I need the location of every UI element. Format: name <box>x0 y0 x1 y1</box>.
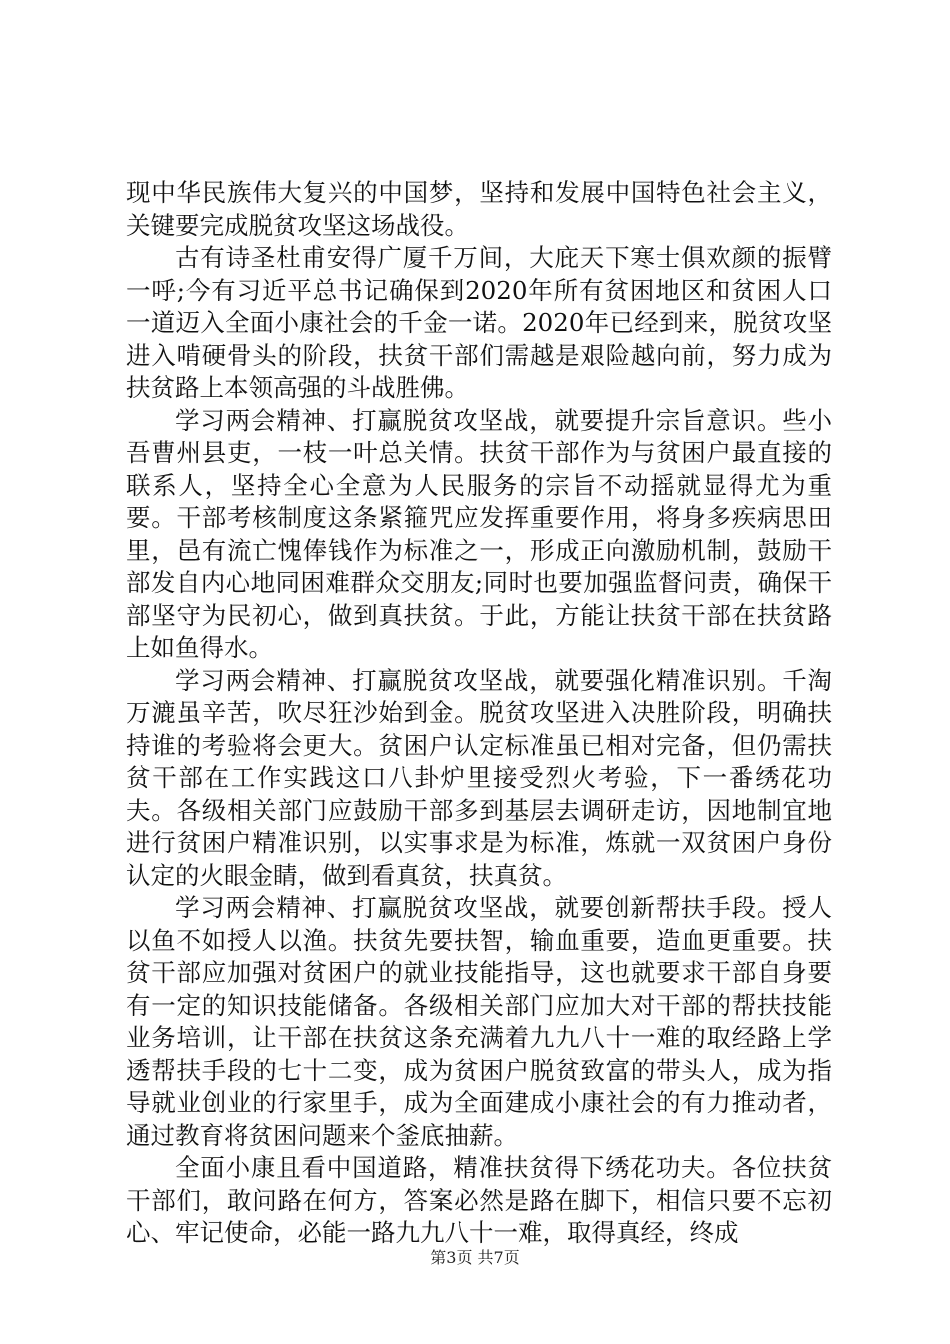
paragraph-innovative-assistance: 学习两会精神、打赢脱贫攻坚战，就要创新帮扶手段。授人以鱼不如授人以渔。扶贫先要扶智，输血重要，造血更重要。扶贫干部应加强对贫困户的就业技能指导，这也就要求干部自身要有一定的知识技能储备。各级相关部门应加大对干部的帮扶技能业务培训，让干部在扶贫这条充满着九九八十一难的取经路上学透帮扶手段的七十二变，成为贫困户脱贫致富的带头人，成为指导就业创业的行家里手，成为全面建成小康社会的有力推动者，通过教育将贫困问题来个釜底抽薪。 <box>126 893 832 1150</box>
paragraph-continuation: 现中华民族伟大复兴的中国梦，坚持和发展中国特色社会主义，关键要完成脱贫攻坚这场战役。 <box>126 178 832 240</box>
paragraph-conclusion: 全面小康且看中国道路，精准扶贫得下绣花功夫。各位扶贫干部们，敢问路在何方，答案必然是路在脚下，相信只要不忘初心、牢记使命，必能一路九九八十一难，取得真经，终成 <box>126 1153 832 1247</box>
page-number-footer: 第3页 共7页 <box>430 1248 520 1267</box>
paragraph-purpose-awareness: 学习两会精神、打赢脱贫攻坚战，就要提升宗旨意识。些小吾曹州县吏，一枝一叶总关情。扶贫干部作为与贫困户最直接的联系人，坚持全心全意为人民服务的宗旨不动摇就显得尤为重要。干部考核制度这条紧箍咒应发挥重要作用，将身多疾病思田里，邑有流亡愧俸钱作为标准之一，形成正向激励机制，鼓励干部发自内心地同困难群众交朋友;同时也要加强监督问责，确保干部坚守为民初心，做到真扶贫。于此，方能让扶贫干部在扶贫路上如鱼得水。 <box>126 405 832 662</box>
paragraph-poet-quote: 古有诗圣杜甫安得广厦千万间，大庇天下寒士俱欢颜的振臂一呼;今有习近平总书记确保到2020年所有贫困地区和贫困人口一道迈入全面小康社会的千金一诺。2020年已经到来，脱贫攻坚进入啃硬骨头的阶段，扶贫干部们需越是艰险越向前，努力成为扶贫路上本领高强的斗战胜佛。 <box>126 243 832 402</box>
document-body <box>126 177 832 1250</box>
paragraph-precise-identification: 学习两会精神、打赢脱贫攻坚战，就要强化精准识别。千淘万漉虽辛苦，吹尽狂沙始到金。脱贫攻坚进入决胜阶段，明确扶持谁的考验将会更大。贫困户认定标准虽已相对完备，但仍需扶贫干部在工作实践这口八卦炉里接受烈火考验，下一番绣花功夫。各级相关部门应鼓励干部多到基层去调研走访，因地制宜地进行贫困户精准识别，以实事求是为标准，炼就一双贫困户身份认定的火眼金睛，做到看真贫，扶真贫。 <box>126 665 832 890</box>
